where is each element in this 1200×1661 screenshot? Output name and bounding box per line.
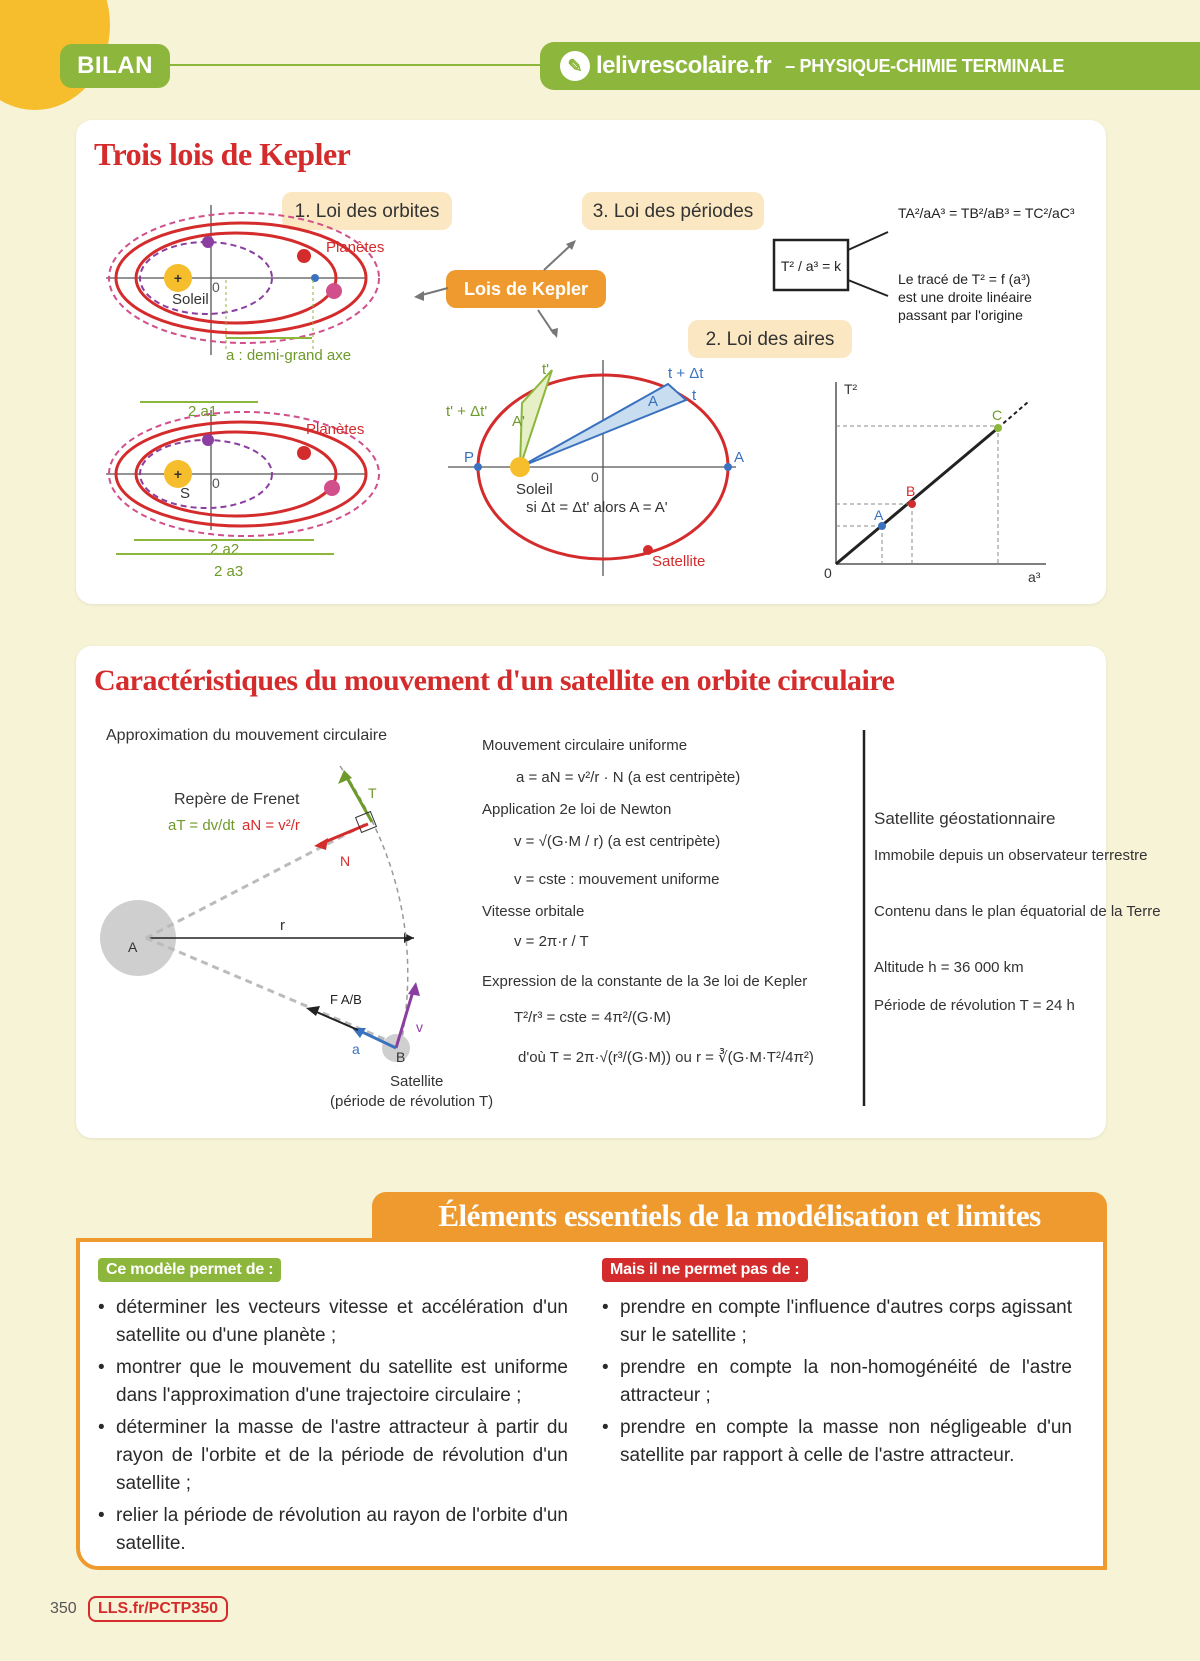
areas-satellite: Satellite (652, 553, 706, 570)
orbit2-s: S (180, 485, 191, 502)
geo-title: Satellite géostationnaire (874, 809, 1056, 828)
list-item: • déterminer la masse de l'astre attracteur à partir du rayon de l'orbite et de la période de révolution d'un satellite ; (98, 1414, 568, 1498)
areas-t-dt: t + Δt (668, 365, 704, 382)
label-r: r (280, 917, 285, 934)
law2-label: 2. Loi des aires (705, 329, 835, 350)
limits-left-list (98, 1294, 568, 1558)
bullet-expr: Expression de la constante de la 3e loi de Kepler (482, 973, 808, 990)
limits-box (76, 1238, 1107, 1570)
list-item: • déterminer les vecteurs vitesse et accélération d'un satellite ou d'une planète ; (98, 1294, 568, 1350)
geo-item-2: Contenu dans le plan équatorial de la Terre (874, 903, 1161, 920)
bullet-vitesse: Vitesse orbitale (482, 903, 585, 920)
orbit1-zero: 0 (212, 279, 220, 295)
limits-left-head: Ce modèle permet de : (98, 1258, 281, 1282)
areas-A-point: A (734, 449, 745, 466)
brand-name: lelivrescolaire.fr (596, 52, 772, 79)
law3-ratios: TA²/aA³ = TB²/aB³ = TC²/aC³ (898, 205, 1075, 221)
t2-a3-graph (824, 381, 1046, 585)
list-item: • prendre en compte l'influence d'autres corps agissant sur le satellite ; (602, 1294, 1072, 1350)
orbit2-planets: Planètes (306, 421, 365, 438)
limits-right-col (602, 1258, 1072, 1474)
areas-P: P (464, 449, 475, 466)
geo-item-4: Période de révolution T = 24 h (874, 997, 1075, 1014)
orbit2-a3: 2 a3 (214, 563, 244, 580)
page-number: 350 (50, 1600, 77, 1617)
approx-label: Approximation du mouvement circulaire (106, 727, 388, 744)
areas-A: A (648, 393, 659, 410)
orbit1-planets: Planètes (326, 239, 385, 256)
header-line (160, 64, 550, 66)
svg-text:+: + (173, 466, 183, 482)
center-label: Lois de Kepler (463, 279, 589, 299)
orbit1-a: a : demi-grand axe (226, 347, 352, 364)
arrow-to-law3 (544, 244, 572, 270)
bullet-kepler-const: T²/r³ = cste = 4π²/(G·M) (514, 1009, 672, 1026)
satellite-title: Caractéristiques du mouvement d'un satellite en orbite circulaire (94, 664, 895, 697)
geo-item-3: Altitude h = 36 000 km (874, 959, 1024, 976)
brand-logo-icon: ✎ (560, 51, 590, 81)
law3-formula: T² / a³ = k (780, 258, 842, 274)
limits-left-col (98, 1258, 568, 1562)
section-label: BILAN (60, 44, 170, 88)
orbit2-a2: 2 a2 (210, 541, 240, 558)
bullet-v-const: v = cste : mouvement uniforme (514, 871, 720, 888)
graph-x-axis: a³ (1028, 569, 1041, 585)
label-A: A (128, 939, 138, 955)
frenet-at: aT = dv/dt (168, 817, 235, 834)
list-item: • montrer que le mouvement du satellite est uniforme dans l'approximation d'une trajectoire circulaire ; (98, 1354, 568, 1410)
list-item: • prendre en compte la masse non négligeable d'un satellite par rapport à celle de l'astre attracteur. (602, 1414, 1072, 1470)
bullet-dou: d'où T = 2π·√(r³/(G·M)) ou r = ∛(G·M·T²/4π²) (518, 1049, 814, 1066)
graph-origin: 0 (824, 565, 832, 581)
kepler-title: Trois lois de Kepler (94, 136, 351, 172)
geo-item-1: Immobile depuis un observateur terrestre (874, 847, 1148, 864)
orbit2-a1: 2 a1 (188, 403, 218, 420)
kepler-card (76, 120, 1106, 604)
frenet-an: aN = v²/r (242, 817, 300, 834)
graph-point-A: A (874, 507, 884, 523)
satellite-caption-2: (période de révolution T) (330, 1093, 494, 1110)
satellite-caption-1: Satellite (390, 1073, 444, 1090)
satellite-card (76, 646, 1161, 1138)
footer-link[interactable]: LLS.fr/PCTP350 (88, 1596, 228, 1622)
areas-t: t (692, 387, 697, 404)
bullet-newton: Application 2e loi de Newton (482, 801, 672, 818)
brand-bar[interactable] (540, 42, 1200, 90)
limits-right-head: Mais il ne permet pas de : (602, 1258, 808, 1282)
label-F: F A/B (330, 992, 362, 1007)
orbit-diagram-2 (106, 402, 379, 580)
frenet-label: Repère de Frenet (174, 791, 300, 808)
graph-point-B: B (906, 483, 916, 499)
areas-tp-dt: t' + Δt' (446, 403, 488, 420)
bullet-accel: a = aN = v²/r · N (a est centripète) (516, 769, 741, 786)
areas-rule: si Δt = Δt' alors A = A' (526, 499, 668, 516)
areas-Ap: A' (512, 413, 525, 430)
list-item: • prendre en compte la non-homogénéité de l'astre attracteur ; (602, 1354, 1072, 1410)
bullet-v-orb: v = 2π·r / T (514, 933, 589, 950)
areas-zero: 0 (591, 469, 599, 485)
label-T: T (368, 785, 377, 801)
law3-label: 3. Loi des périodes (592, 201, 754, 222)
label-B: B (396, 1049, 406, 1065)
label-a: a (352, 1041, 360, 1057)
bullet-v-formula: v = √(G·M / r) (a est centripète) (514, 833, 721, 850)
areas-tp: t' (542, 361, 550, 378)
areas-soleil: Soleil (516, 481, 553, 498)
law3-note-3: passant par l'origine (898, 307, 1023, 323)
limits-right-list (602, 1294, 1072, 1470)
label-v: v (416, 1019, 423, 1035)
law3-note-2: est une droite linéaire (898, 289, 1032, 305)
bullet-mcu: Mouvement circulaire uniforme (482, 737, 688, 754)
list-item: • relier la période de révolution au rayon de l'orbite d'un satellite. (98, 1502, 568, 1558)
areas-diagram (446, 360, 744, 576)
graph-point-C: C (992, 407, 1003, 423)
orbit2-zero: 0 (212, 475, 220, 491)
limits-title: Éléments essentiels de la modélisation et limites (372, 1192, 1107, 1240)
law3-note-1: Le tracé de T² = f (a³) (898, 271, 1031, 287)
label-N: N (340, 853, 351, 869)
law1-label: 1. Loi des orbites (294, 201, 440, 222)
graph-y-axis: T² (844, 381, 858, 397)
satellite-diagram (76, 646, 1161, 1138)
svg-text:+: + (173, 270, 183, 286)
orbit1-soleil: Soleil (172, 291, 209, 308)
kepler-diagram (76, 120, 1106, 604)
brand-subtitle: – PHYSIQUE-CHIMIE TERMINALE (785, 55, 1065, 76)
